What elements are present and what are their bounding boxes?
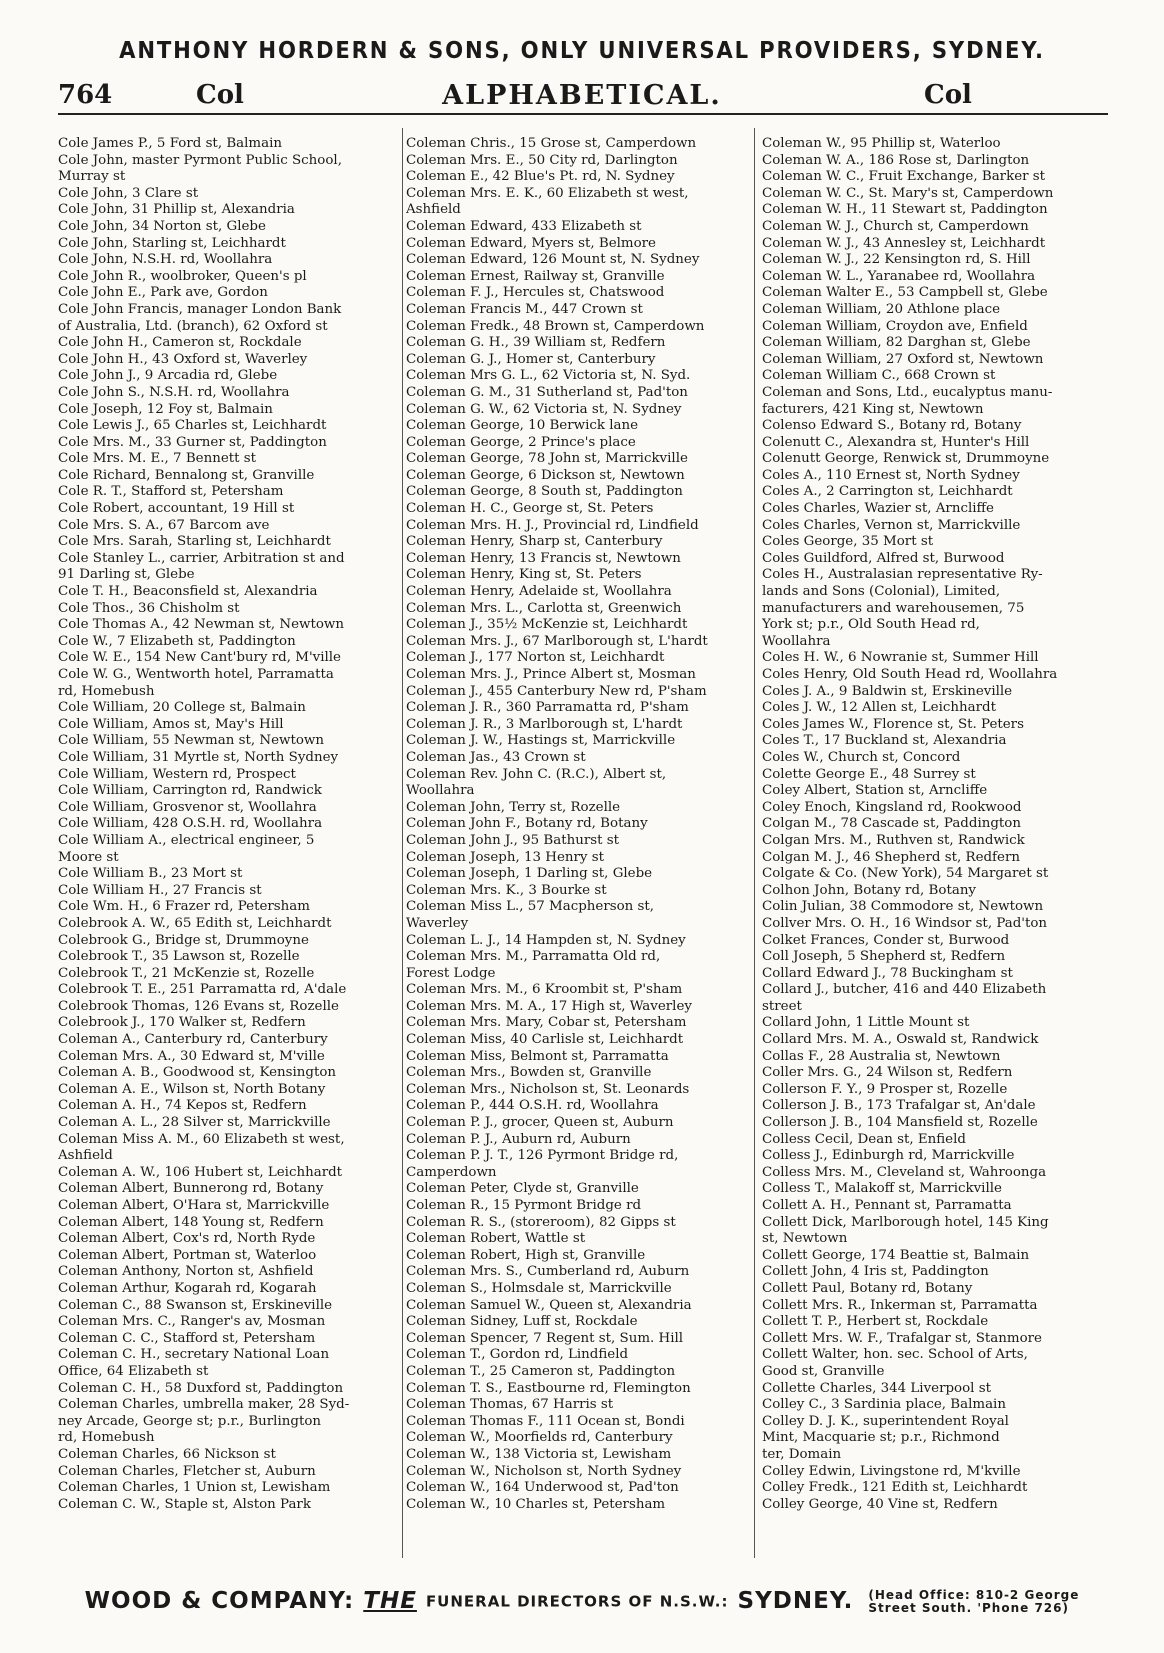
directory-entry: manufacturers and warehousemen, 75 [762,600,1025,616]
directory-entry: Coleman Mrs., Nicholson st, St. Leonards [406,1081,690,1097]
directory-entry: York st; p.r., Old South Head rd, [762,617,980,633]
directory-entry: Coleman J. R., 360 Parramatta rd, P'sham [406,700,689,716]
directory-entry: Cole T. H., Beaconsfield st, Alexandria [58,584,318,600]
directory-entry: Colley C., 3 Sardinia place, Balmain [762,1397,1006,1413]
directory-entry: Coleman Albert, Portman st, Waterloo [58,1247,317,1263]
directory-entry: rd, Homebush [58,1430,155,1446]
directory-entry: Coleman J., 35½ McKenzie st, Leichhardt [406,617,688,633]
directory-entry: Coles T., 17 Buckland st, Alexandria [762,733,1007,749]
directory-entry: Coles Henry, Old South Head rd, Woollahra [762,667,1058,682]
directory-entry: Coleman Walter E., 53 Campbell st, Glebe [762,285,1048,301]
directory-entry: Cole W. G., Wentworth hotel, Parramatta [58,667,334,682]
directory-entry: Colless J., Edinburgh rd, Marrickville [762,1148,1015,1164]
directory-entry: ter, Domain [762,1446,842,1462]
directory-entry: Cole John, Starling st, Leichhardt [58,235,286,251]
directory-entry: Coleman William C., 668 Crown st [762,368,996,384]
directory-entry: Colgate & Co. (New York), 54 Margaret st [762,866,1049,882]
directory-entry: Coleman Fredk., 48 Brown st, Camperdown [406,318,705,334]
directory-entry: Coles H., Australasian representative Ry- [762,567,1043,583]
directory-entry: Coleman L. J., 14 Hampden st, N. Sydney [406,932,686,948]
directory-entry: Coleman William, 27 Oxford st, Newtown [762,351,1044,367]
directory-entry: Collard Mrs. M. A., Oswald st, Randwick [762,1032,1039,1048]
directory-entry: Coleman Thomas, 67 Harris st [406,1397,614,1413]
footer-address-line-2: Street South. 'Phone 726) [868,1600,1069,1615]
directory-entry: Coleman Mrs. H. J., Provincial rd, Lindfield [406,517,699,533]
directory-entry: Coleman George, 6 Dickson st, Newtown [406,467,685,483]
directory-entry: Coleman R. S., (storeroom), 82 Gipps st [406,1214,676,1230]
directory-entry: Coleman C. C., Stafford st, Petersham [58,1330,316,1346]
directory-entry: Colin Julian, 38 Commodore st, Newtown [762,899,1044,915]
directory-entry: Coleman T., Gordon rd, Lindfield [406,1347,629,1363]
directory-entry: Cole William, Western rd, Prospect [58,766,296,782]
directory-entry: Coleman W. J., 43 Annesley st, Leichhardt [762,235,1046,251]
directory-entry: Colless Mrs. M., Cleveland st, Wahroonga [762,1164,1047,1180]
directory-entry: Colless Cecil, Dean st, Enfield [762,1131,966,1147]
directory-entry: Coleman P. J., grocer, Queen st, Auburn [406,1115,674,1131]
directory-entry: Coleman Mrs. M. A., 17 High st, Waverley [406,998,692,1014]
directory-entry: Coleman Peter, Clyde st, Granville [406,1181,639,1197]
directory-entry: Cole John J., 9 Arcadia rd, Glebe [58,368,278,384]
directory-entry: Coleman G. J., Homer st, Canterbury [406,351,656,367]
directory-entry: Coller Mrs. G., 24 Wilson st, Redfern [762,1065,1013,1081]
directory-entry: Cole William, 20 College st, Balmain [58,700,306,716]
directory-entry: Coleman George, 78 John st, Marrickville [406,451,688,467]
directory-entry: Cole John, 3 Clare st [58,185,199,201]
directory-entry: Coleman W. C., St. Mary's st, Camperdown [762,185,1054,201]
directory-entry: Collard J., butcher, 416 and 440 Elizabeth [762,982,1047,998]
directory-entry: Coleman J., 455 Canterbury New rd, P'sham [406,683,707,699]
directory-entry: Coleman Mrs. M., 6 Kroombit st, P'sham [406,982,683,998]
directory-entry: Coleman G. H., 39 William st, Redfern [406,335,666,351]
directory-entry: Coleman Henry, 13 Francis st, Newtown [406,550,681,566]
directory-entry: Colket Frances, Conder st, Burwood [762,932,1010,948]
directory-entry: Colgan M. J., 46 Shepherd st, Redfern [762,849,1020,865]
directory-entry: Coleman George, 8 South st, Paddington [406,484,683,500]
directory-entry: Coleman Mrs., Bowden st, Granville [406,1065,652,1081]
directory-entry: Coleman John, Terry st, Rozelle [406,799,621,815]
directory-entry: Coleman Robert, High st, Granville [406,1247,646,1263]
directory-entry: Collerson J. B., 104 Mansfield st, Rozelle [762,1115,1038,1131]
directory-entry: Coleman W. C., Fruit Exchange, Barker st [762,169,1046,185]
directory-entry: Collas F., 28 Australia st, Newtown [762,1048,1001,1064]
directory-entry: Coleman C., 88 Swanson st, Erskineville [58,1297,333,1313]
directory-entry: Coleman Jas., 43 Crown st [406,749,586,765]
directory-entry: Cole Thos., 36 Chisholm st [58,600,240,616]
directory-entry: Murray st [58,169,126,185]
directory-entry: Colebrook J., 170 Walker st, Redfern [58,1015,306,1031]
directory-entry: Coleman George, 2 Prince's place [406,434,636,450]
directory-entry: Coleman F. J., Hercules st, Chatswood [406,285,665,301]
directory-entry: Collard Edward J., 78 Buckingham st [762,965,1013,981]
directory-entry: Colebrook T. E., 251 Parramatta rd, A'dale [58,982,347,998]
directory-entry: Cole William, 55 Newman st, Newtown [58,733,324,749]
directory-entry: Coleman Albert, Bunnerong rd, Botany [58,1181,324,1197]
directory-entry: Cole R. T., Stafford st, Petersham [58,484,284,500]
footer-company: WOOD & COMPANY: [84,1588,355,1614]
directory-entry: Coleman S., Holmsdale st, Marrickville [406,1280,672,1296]
directory-entry: Coleman Charles, 66 Nickson st [58,1446,276,1462]
directory-entry: Cole Richard, Bennalong st, Granville [58,467,315,483]
directory-entry: Coleman and Sons, Ltd., eucalyptus manu- [762,384,1053,400]
directory-entry: Coleman Joseph, 1 Darling st, Glebe [406,866,653,882]
footer-city: SYDNEY. [737,1588,854,1614]
directory-entry: Cole Lewis J., 65 Charles st, Leichhardt [58,418,327,434]
directory-entry: Coleman A. H., 74 Kepos st, Redfern [58,1098,307,1114]
directory-entry: Coleman Thomas F., 111 Ocean st, Bondi [406,1413,685,1429]
directory-entry: Coleman Mrs. K., 3 Bourke st [406,882,607,898]
directory-entry: Cole Robert, accountant, 19 Hill st [58,501,295,517]
directory-entry: Moore st [58,849,119,865]
directory-entry: Cole John H., 43 Oxford st, Waverley [58,351,308,367]
directory-entry: Colenutt C., Alexandra st, Hunter's Hill [762,434,1030,450]
directory-entry: Coleman Chris., 15 Grose st, Camperdown [406,136,697,151]
directory-entry: Colenso Edward S., Botany rd, Botany [762,418,1022,434]
directory-entry: Coleman W. H., 11 Stewart st, Paddington [762,202,1048,218]
directory-entry: Coleman T. S., Eastbourne rd, Flemington [406,1380,691,1396]
directory-entry: 91 Darling st, Glebe [58,567,195,583]
directory-entry: Coleman Joseph, 13 Henry st [406,849,605,865]
directory-entry: Office, 64 Elizabeth st [58,1363,209,1379]
directory-entry: Cole Mrs. M., 33 Gurner st, Paddington [58,434,327,450]
directory-entry: Coles George, 35 Mort st [762,534,934,550]
directory-entry: Coleman J. W., Hastings st, Marrickville [406,733,676,749]
footer-advert [0,1588,1164,1615]
page-banner: ANTHONY HORDERN & SONS, ONLY UNIVERSAL PROVIDERS, SYDNEY. [119,38,1045,64]
directory-entry: Cole William, 31 Myrtle st, North Sydney [58,749,339,765]
directory-entry: Cole John E., Park ave, Gordon [58,285,268,301]
directory-entry: Coleman Miss, 40 Carlisle st, Leichhardt [406,1032,684,1048]
directory-entry: Collett Mrs. R., Inkerman st, Parramatta [762,1297,1038,1313]
directory-entry: Colette George E., 48 Surrey st [762,766,976,782]
directory-entry: Cole William, Grosvenor st, Woollahra [58,799,317,815]
directory-entry: Coleman Robert, Wattle st [406,1231,586,1247]
directory-entry: Coleman Miss A. M., 60 Elizabeth st west, [58,1131,345,1147]
directory-entry: Ashfield [406,202,461,218]
section-title: ALPHABETICAL. [442,80,722,111]
directory-entry: Coleman W., 10 Charles st, Petersham [406,1496,666,1512]
directory-entry: Colebrook G., Bridge st, Drummoyne [58,932,309,948]
directory-entry: Coleman J., 177 Norton st, Leichhardt [406,650,665,666]
directory-entry: Coleman George, 10 Berwick lane [406,418,639,434]
directory-entry: Cole Thomas A., 42 Newman st, Newtown [58,617,344,633]
directory-entry: Collett Dick, Marlborough hotel, 145 King [762,1214,1049,1230]
directory-entry: Cole John, N.S.H. rd, Woollahra [58,252,273,268]
directory-entry: Cole William, 428 O.S.H. rd, Woollahra [58,816,323,832]
directory-entry: Collett A. H., Pennant st, Parramatta [762,1198,1012,1213]
directory-entry: Coleman G. W., 62 Victoria st, N. Sydney [406,401,682,417]
directory-entry: Cole W., 7 Elizabeth st, Paddington [58,633,296,649]
directory-entry: Coles A., 110 Ernest st, North Sydney [762,467,1020,483]
directory-entry: Coleman W. L., Yaranabee rd, Woollahra [762,268,1036,284]
directory-entry: Colebrook T., 21 McKenzie st, Rozelle [58,965,315,981]
directory-entry: Collett T. P., Herbert st, Rockdale [762,1314,989,1330]
directory-entry: Coleman William, 20 Athlone place [762,301,1001,317]
directory-entry: Colley Edwin, Livingstone rd, M'kville [762,1463,1021,1479]
directory-entry: Coleman C. W., Staple st, Alston Park [58,1496,311,1512]
directory-entry: Colley George, 40 Vine st, Redfern [762,1496,998,1512]
column-divider [402,128,403,1558]
directory-entry: Colley D. J. K., superintendent Royal [762,1413,1009,1429]
directory-entry: Cole William A., electrical engineer, 5 [58,832,315,848]
directory-entry: Coleman Spencer, 7 Regent st, Sum. Hill [406,1330,684,1346]
directory-entry: Coleman W., 95 Phillip st, Waterloo [762,136,1001,151]
directory-entry: Colenutt George, Renwick st, Drummoyne [762,451,1050,467]
directory-entry: Coles Charles, Vernon st, Marrickville [762,517,1021,533]
directory-entry: Coleman R., 15 Pyrmont Bridge rd [406,1198,642,1213]
directory-entry: Coleman Mrs. J., Prince Albert st, Mosman [406,667,696,682]
directory-entry: Cole William, Amos st, May's Hill [58,716,284,732]
right-catchword: Col [924,80,972,110]
directory-entry: Coleman Charles, 1 Union st, Lewisham [58,1480,331,1496]
directory-entry: Coleman Miss, Belmont st, Parramatta [406,1048,669,1064]
directory-entry: Cole Mrs. S. A., 67 Barcom ave [58,517,270,533]
directory-entry: st, Newtown [762,1231,848,1247]
directory-entry: Coleman Edward, 433 Elizabeth st [406,218,642,234]
directory-entry: Coleman Charles, umbrella maker, 28 Syd- [58,1397,350,1413]
left-catchword: Col [196,80,244,110]
directory-entry: Coleman Arthur, Kogarah rd, Kogarah [58,1280,317,1296]
directory-entry: Cole John S., N.S.H. rd, Woollahra [58,384,290,400]
directory-entry: Coleman Miss L., 57 Macpherson st, [406,899,655,915]
directory-entry: Camperdown [406,1164,497,1180]
directory-entry: Cole Mrs. Sarah, Starling st, Leichhardt [58,534,331,550]
directory-entry: Coleman T., 25 Cameron st, Paddington [406,1363,676,1379]
directory-entry: Coleman William, 82 Darghan st, Glebe [762,335,1031,351]
directory-entry: of Australia, Ltd. (branch), 62 Oxford st [58,318,328,334]
page-number: 764 [58,80,113,110]
directory-entry: Coles J. A., 9 Baldwin st, Erskineville [762,683,1013,699]
directory-entry: Coleman C. H., 58 Duxford st, Paddington [58,1380,344,1396]
directory-entry: Coleman Henry, Sharp st, Canterbury [406,534,663,550]
directory-entry: Colgan Mrs. M., Ruthven st, Randwick [762,832,1025,848]
directory-entry: Cole John, 31 Phillip st, Alexandria [58,202,295,218]
directory-entry: Coles Guildford, Alfred st, Burwood [762,550,1005,566]
directory-entry: Coles J. W., 12 Allen st, Leichhardt [762,700,996,716]
directory-entry: Collette Charles, 344 Liverpool st [762,1380,991,1396]
directory-entry: Cole Mrs. M. E., 7 Bennett st [58,451,257,467]
directory-entry: Coleman William, Croydon ave, Enfield [762,318,1028,334]
directory-entry: Coleman Mrs. Mary, Cobar st, Petersham [406,1015,687,1031]
directory-entry: Colebrook T., 35 Lawson st, Rozelle [58,949,300,965]
directory-entry: Coleman Albert, Cox's rd, North Ryde [58,1231,316,1247]
directory-entry: Coleman P., 444 O.S.H. rd, Woollahra [406,1098,659,1114]
directory-column-2 [406,136,744,1513]
directory-entry: Cole William, Carrington rd, Randwick [58,783,322,799]
directory-entry: Coleman Albert, 148 Young st, Redfern [58,1214,324,1230]
directory-entry: Coleman W., 138 Victoria st, Lewisham [406,1446,672,1462]
directory-entry: Coleman Mrs. J., 67 Marlborough st, L'hardt [406,633,708,649]
directory-entry: Coleman Sidney, Luff st, Rockdale [406,1314,638,1330]
directory-column-3 [762,136,1108,1513]
directory-entry: Cole Joseph, 12 Foy st, Balmain [58,401,273,417]
directory-entry: Colebrook Thomas, 126 Evans st, Rozelle [58,998,339,1014]
directory-entry: Collett John, 4 Iris st, Paddington [762,1264,989,1280]
directory-entry: Collett George, 174 Beattie st, Balmain [762,1247,1030,1263]
directory-entry: Cole Wm. H., 6 Frazer rd, Petersham [58,899,310,915]
directory-entry: Coleman P. J., Auburn rd, Auburn [406,1131,631,1147]
directory-entry: Ashfield [58,1148,113,1164]
directory-entry: street [762,998,802,1014]
directory-entry: Cole John, 34 Norton st, Glebe [58,218,266,234]
directory-entry: Colhon John, Botany rd, Botany [762,882,977,898]
directory-entry: rd, Homebush [58,683,155,699]
directory-entry: Coleman Anthony, Norton st, Ashfield [58,1264,314,1280]
directory-entry: Coleman E., 42 Blue's Pt. rd, N. Sydney [406,169,675,185]
directory-entry: Coleman J. R., 3 Marlborough st, L'hardt [406,716,683,732]
directory-entry: Coley Albert, Station st, Arncliffe [762,783,988,799]
directory-entry: Coleman John J., 95 Bathurst st [406,832,620,848]
directory-entry: Coleman W., Nicholson st, North Sydney [406,1463,682,1479]
directory-entry: Cole William H., 27 Francis st [58,882,262,898]
directory-entry: Coleman Rev. John C. (R.C.), Albert st, [406,766,667,782]
directory-entry: Coleman W. A., 186 Rose st, Darlington [762,152,1030,168]
directory-entry: ney Arcade, George st; p.r., Burlington [58,1413,322,1429]
directory-entry: Coleman Mrs. S., Cumberland rd, Auburn [406,1264,690,1280]
directory-entry: Waverley [406,915,469,931]
directory-entry: Cole James P., 5 Ford st, Balmain [58,136,283,151]
directory-entry: Coleman Mrs. A., 30 Edward st, M'ville [58,1048,325,1064]
directory-entry: Coleman G. M., 31 Sutherland st, Pad'ton [406,384,688,400]
directory-entry: Collver Mrs. O. H., 16 Windsor st, Pad'ton [762,915,1048,931]
directory-entry: Coleman A. W., 106 Hubert st, Leichhardt [58,1164,343,1180]
directory-entry: Coleman Albert, O'Hara st, Marrickville [58,1198,330,1213]
directory-entry: Coleman Francis M., 447 Crown st [406,301,643,317]
directory-entry: Coleman Mrs G. L., 62 Victoria st, N. Syd. [406,368,691,384]
directory-entry: Coleman Samuel W., Queen st, Alexandria [406,1297,692,1313]
directory-entry: Cole William B., 23 Mort st [58,866,243,882]
directory-entry: Colgan M., 78 Cascade st, Paddington [762,816,1021,832]
directory-entry: Coleman Charles, Fletcher st, Auburn [58,1463,316,1479]
directory-entry: Coleman W. J., Church st, Camperdown [762,218,1029,234]
directory-entry: Coleman Mrs. M., Parramatta Old rd, [406,949,661,965]
directory-entry: Coleman John F., Botany rd, Botany [406,816,648,832]
directory-entry: Coley Enoch, Kingsland rd, Rookwood [762,799,1022,815]
directory-entry: Cole Stanley L., carrier, Arbitration st and [58,550,345,566]
directory-entry: Coleman H. C., George st, St. Peters [406,501,654,517]
directory-entry: Coles Charles, Wazier st, Arncliffe [762,501,994,517]
directory-entry: Cole John R., woolbroker, Queen's pl [58,268,307,284]
footer-the: THE [363,1588,417,1614]
directory-entry: Coll Joseph, 5 Shepherd st, Redfern [762,949,1006,965]
directory-entry: Collerson F. Y., 9 Prosper st, Rozelle [762,1081,1008,1097]
footer-address [868,1589,1079,1615]
directory-entry: Coles H. W., 6 Nowranie st, Summer Hill [762,650,1039,666]
directory-entry: Coleman Mrs. C., Ranger's av, Mosman [58,1314,326,1330]
header-rule [58,113,1108,115]
directory-entry: Coles A., 2 Carrington st, Leichhardt [762,484,1013,500]
directory-entry: facturers, 421 King st, Newtown [762,401,984,417]
directory-entry: Cole John, master Pyrmont Public School, [58,152,342,168]
directory-entry: Coleman A. L., 28 Silver st, Marrickville [58,1115,331,1131]
directory-entry: Coleman W., Moorfields rd, Canterbury [406,1430,673,1446]
directory-entry: Colless T., Malakoff st, Marrickville [762,1181,1002,1197]
directory-entry: Coleman A. E., Wilson st, North Botany [58,1081,326,1097]
directory-entry: Colley Fredk., 121 Edith st, Leichhardt [762,1480,1028,1496]
directory-entry: Collard John, 1 Little Mount st [762,1015,970,1031]
directory-entry: Collett Paul, Botany rd, Botany [762,1280,973,1296]
directory-entry: Coleman Edward, Myers st, Belmore [406,235,656,251]
directory-entry: Collett Walter, hon. sec. School of Arts, [762,1347,1028,1363]
column-divider [754,128,755,1558]
directory-entry: Coleman Mrs. E., 50 City rd, Darlington [406,152,678,168]
directory-entry: Cole John Francis, manager London Bank [58,301,342,317]
directory-entry: lands and Sons (Colonial), Limited, [762,584,1001,600]
directory-entry: Coleman Mrs. E. K., 60 Elizabeth st west, [406,185,689,201]
directory-entry: Coleman A., Canterbury rd, Canterbury [58,1032,328,1048]
directory-entry: Coleman Henry, Adelaide st, Woollahra [406,584,672,600]
directory-entry: Coleman Henry, King st, St. Peters [406,567,642,583]
footer-address-line-1: (Head Office: 810-2 George [868,1587,1080,1602]
directory-entry: Coleman W., 164 Underwood st, Pad'ton [406,1480,679,1496]
directory-entry: Forest Lodge [406,965,496,981]
directory-entry: Collerson J. B., 173 Trafalgar st, An'dale [762,1098,1036,1114]
directory-entry: Colebrook A. W., 65 Edith st, Leichhardt [58,915,332,931]
directory-entry: Coleman Ernest, Railway st, Granville [406,268,665,284]
directory-entry: Cole W. E., 154 New Cant'bury rd, M'ville [58,650,341,666]
directory-entry: Coleman Edward, 126 Mount st, N. Sydney [406,252,700,268]
directory-entry: Coles James W., Florence st, St. Peters [762,716,1024,732]
directory-entry: Coles W., Church st, Concord [762,749,961,765]
directory-entry: Collett Mrs. W. F., Trafalgar st, Stanmore [762,1330,1042,1346]
directory-entry: Good st, Granville [762,1363,885,1379]
directory-entry: Cole John H., Cameron st, Rockdale [58,335,302,351]
directory-column-1 [58,136,398,1513]
directory-entry: Coleman Mrs. L., Carlotta st, Greenwich [406,600,682,616]
directory-entry: Woollahra [762,633,831,649]
directory-entry: Coleman P. J. T., 126 Pyrmont Bridge rd, [406,1148,679,1164]
directory-entry: Coleman W. J., 22 Kensington rd, S. Hill [762,252,1031,268]
directory-entry: Coleman C. H., secretary National Loan [58,1347,330,1363]
directory-entry: Mint, Macquarie st; p.r., Richmond [762,1430,1000,1446]
directory-entry: Woollahra [406,783,475,799]
footer-directors: FUNERAL DIRECTORS OF N.S.W.: [425,1592,729,1611]
directory-entry: Coleman A. B., Goodwood st, Kensington [58,1065,337,1081]
